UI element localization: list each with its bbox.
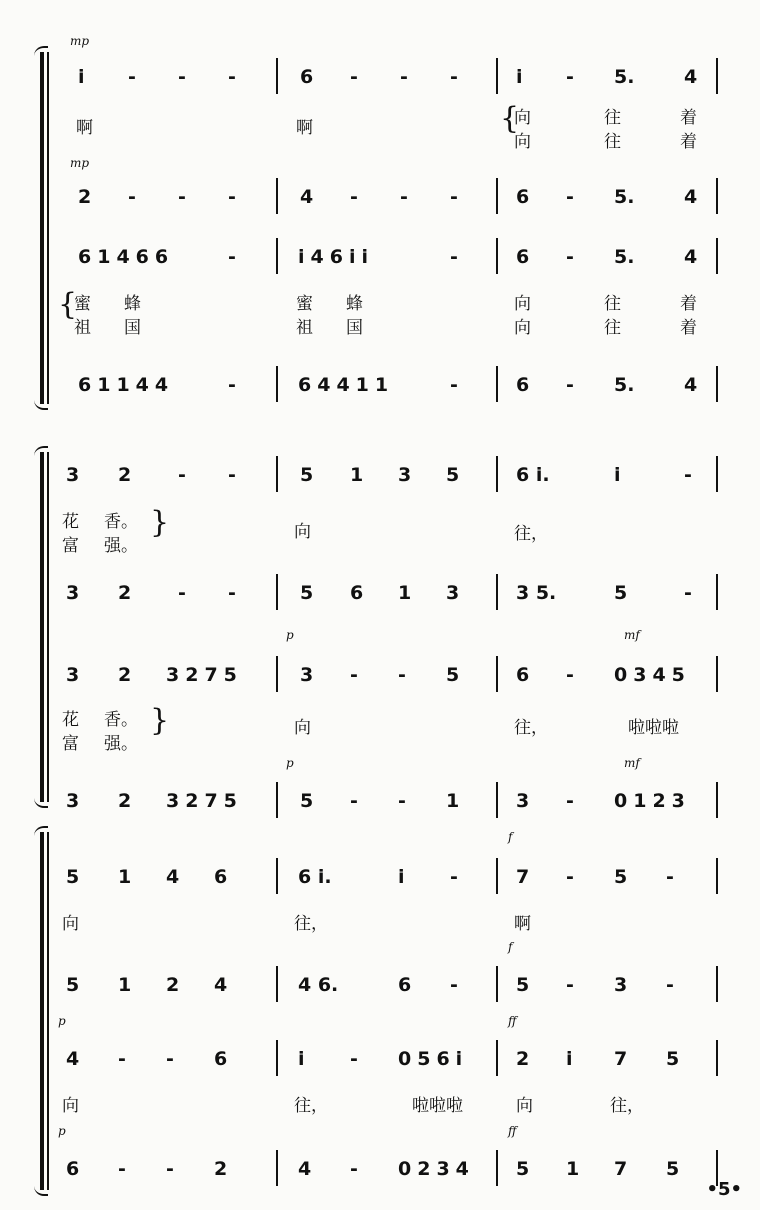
dash: -: [450, 66, 458, 88]
dynamic-mark: ff: [508, 1014, 517, 1028]
note: 2: [214, 1158, 228, 1180]
note: 7: [516, 866, 530, 888]
lyric: 向: [294, 522, 311, 542]
dash: -: [128, 186, 136, 208]
lyric: 往，: [294, 914, 328, 934]
lyric: 蜜: [296, 294, 313, 314]
lyric-brace: }: [150, 505, 170, 540]
note: 4: [684, 66, 698, 88]
system-1-bracket: [36, 52, 50, 404]
note: 2: [118, 582, 132, 604]
lyric: 向: [514, 108, 531, 128]
note: 4: [166, 866, 180, 888]
note: 1: [566, 1158, 580, 1180]
note: 5.: [614, 186, 635, 208]
note: 4: [66, 1048, 80, 1070]
lyric: 着: [680, 132, 697, 152]
note: 6: [300, 66, 314, 88]
note: 6: [516, 246, 530, 268]
note-group: 61466: [78, 246, 175, 268]
dash: -: [566, 374, 574, 396]
note-group: 64411: [298, 374, 395, 396]
lyric: 向: [514, 318, 531, 338]
barline: [496, 966, 498, 1002]
note: 5: [446, 464, 460, 486]
lyric: 花: [62, 710, 79, 730]
note: 3: [66, 582, 80, 604]
barline: [276, 456, 278, 492]
note: 3: [300, 664, 314, 686]
note: 2: [118, 464, 132, 486]
note: 6 i.: [516, 464, 550, 486]
barline: [716, 656, 718, 692]
dash: -: [166, 1048, 174, 1070]
lyric: 国: [124, 318, 141, 338]
lyric: 蜜: [74, 294, 91, 314]
dash: -: [178, 582, 186, 604]
note: 6: [516, 374, 530, 396]
note: 5.: [614, 374, 635, 396]
note: 6: [516, 186, 530, 208]
dash: -: [400, 186, 408, 208]
lyric: 往，: [294, 1096, 328, 1116]
dash: -: [450, 374, 458, 396]
barline: [276, 366, 278, 402]
dash: -: [350, 1158, 358, 1180]
note-group: 3275: [166, 664, 243, 686]
barline: [716, 456, 718, 492]
dash: -: [118, 1048, 126, 1070]
note: 2: [118, 664, 132, 686]
barline: [716, 782, 718, 818]
note: 1: [118, 866, 132, 888]
note: i: [78, 66, 85, 88]
note: 3: [516, 790, 530, 812]
note: i: [614, 464, 621, 486]
note: 3: [66, 664, 80, 686]
page-number: •5•: [706, 1179, 742, 1200]
lyric: 蜂: [124, 294, 141, 314]
dash: -: [228, 464, 236, 486]
note: 4 6.: [298, 974, 339, 996]
barline: [496, 366, 498, 402]
lyric: 啊: [296, 118, 313, 138]
dash: -: [118, 1158, 126, 1180]
dash: -: [178, 186, 186, 208]
barline: [496, 574, 498, 610]
note: 1: [118, 974, 132, 996]
barline: [496, 456, 498, 492]
barline: [716, 178, 718, 214]
lyric: 蜂: [346, 294, 363, 314]
dash: -: [450, 246, 458, 268]
system-3-bracket: [36, 832, 50, 1190]
lyric: 祖: [296, 318, 313, 338]
lyric: 啦啦啦: [628, 718, 679, 738]
note: 3: [614, 974, 628, 996]
barline: [496, 1040, 498, 1076]
lyric-brace: {: [500, 101, 520, 136]
dash: -: [166, 1158, 174, 1180]
note-group: 0234: [398, 1158, 475, 1180]
note: 3: [66, 790, 80, 812]
note: 5: [66, 866, 80, 888]
barline: [276, 1040, 278, 1076]
dash: -: [398, 790, 406, 812]
dynamic-mark: p: [58, 1014, 66, 1028]
note: 5: [614, 866, 628, 888]
note: i: [398, 866, 405, 888]
note: 6: [214, 866, 228, 888]
lyric: 着: [680, 294, 697, 314]
note: 4: [684, 374, 698, 396]
note: 5: [300, 464, 314, 486]
barline: [716, 238, 718, 274]
dash: -: [128, 66, 136, 88]
dash: -: [350, 1048, 358, 1070]
dash: -: [566, 246, 574, 268]
barline: [716, 966, 718, 1002]
lyric: 富: [62, 536, 79, 556]
dash: -: [228, 186, 236, 208]
note: 1: [446, 790, 460, 812]
barline: [276, 966, 278, 1002]
note: 5: [516, 1158, 530, 1180]
lyric: 向: [62, 1096, 79, 1116]
note: 5: [614, 582, 628, 604]
note: 5.: [614, 246, 635, 268]
note: 5: [666, 1048, 680, 1070]
lyric: 强。: [104, 734, 138, 754]
note: 5: [666, 1158, 680, 1180]
note: 1: [350, 464, 364, 486]
dash: -: [566, 66, 574, 88]
dash: -: [178, 66, 186, 88]
note: 4: [214, 974, 228, 996]
note: 5: [516, 974, 530, 996]
lyric-brace: }: [150, 703, 170, 738]
barline: [716, 858, 718, 894]
dash: -: [450, 866, 458, 888]
note: 5: [300, 790, 314, 812]
dash: -: [350, 66, 358, 88]
dash: -: [350, 664, 358, 686]
note-group: 61144: [78, 374, 175, 396]
dash: -: [450, 186, 458, 208]
lyric: 往: [604, 108, 621, 128]
lyric: 往: [604, 132, 621, 152]
lyric-brace: {: [58, 287, 78, 322]
note: 2: [118, 790, 132, 812]
note: 4: [684, 246, 698, 268]
note: 2: [516, 1048, 530, 1070]
note: 3: [66, 464, 80, 486]
note: 3 5.: [516, 582, 557, 604]
note-group: 056i: [398, 1048, 469, 1070]
lyric: 向: [62, 914, 79, 934]
lyric: 啊: [514, 914, 531, 934]
note: 5: [300, 582, 314, 604]
lyric: 往: [604, 294, 621, 314]
dash: -: [228, 246, 236, 268]
dash: -: [566, 974, 574, 996]
note: 6 i.: [298, 866, 332, 888]
system-2-bracket: [36, 452, 50, 802]
lyric: 啦啦啦: [412, 1096, 463, 1116]
lyric: 香。: [104, 512, 138, 532]
dash: -: [566, 790, 574, 812]
dynamic-mark: f: [508, 940, 513, 954]
note: 6: [350, 582, 364, 604]
barline: [716, 1040, 718, 1076]
note: 4: [684, 186, 698, 208]
dash: -: [566, 866, 574, 888]
dynamic-mark: mf: [624, 628, 640, 642]
barline: [716, 574, 718, 610]
dynamic-mark: p: [58, 1124, 66, 1138]
barline: [276, 58, 278, 94]
dash: -: [228, 582, 236, 604]
dynamic-mark: p: [286, 628, 294, 642]
barline: [496, 58, 498, 94]
note: 6: [214, 1048, 228, 1070]
dash: -: [450, 974, 458, 996]
note: 5.: [614, 66, 635, 88]
dash: -: [350, 186, 358, 208]
dynamic-mark: p: [286, 756, 294, 770]
note: 4: [300, 186, 314, 208]
barline: [276, 238, 278, 274]
dash: -: [228, 66, 236, 88]
dash: -: [684, 464, 692, 486]
lyric: 富: [62, 734, 79, 754]
note: 7: [614, 1158, 628, 1180]
lyric: 向: [514, 294, 531, 314]
lyric: 向: [294, 718, 311, 738]
barline: [496, 782, 498, 818]
lyric: 啊: [76, 118, 93, 138]
note: 1: [398, 582, 412, 604]
lyric: 着: [680, 318, 697, 338]
barline: [276, 178, 278, 214]
barline: [276, 574, 278, 610]
lyric: 向: [516, 1096, 533, 1116]
barline: [276, 1150, 278, 1186]
dash: -: [566, 186, 574, 208]
dynamic-mark: f: [508, 830, 513, 844]
note-group: 3275: [166, 790, 243, 812]
dash: -: [666, 866, 674, 888]
barline: [276, 782, 278, 818]
lyric: 花: [62, 512, 79, 532]
note: 2: [166, 974, 180, 996]
dynamic-mark: ff: [508, 1124, 517, 1138]
lyric: 向: [514, 132, 531, 152]
dash: -: [178, 464, 186, 486]
note: 5: [446, 664, 460, 686]
lyric: 着: [680, 108, 697, 128]
dynamic-mark: mf: [624, 756, 640, 770]
note: 5: [66, 974, 80, 996]
note: 3: [446, 582, 460, 604]
note: i: [516, 66, 523, 88]
lyric: 往，: [514, 718, 548, 738]
barline: [496, 178, 498, 214]
note-group: 0345: [614, 664, 691, 686]
note: i: [566, 1048, 573, 1070]
dash: -: [228, 374, 236, 396]
barline: [276, 858, 278, 894]
note-group: i46ii: [298, 246, 374, 268]
lyric: 往，: [610, 1096, 644, 1116]
barline: [496, 1150, 498, 1186]
dynamic-mark: mp: [70, 34, 90, 48]
lyric: 国: [346, 318, 363, 338]
note-group: 0123: [614, 790, 691, 812]
dynamic-mark: mp: [70, 156, 90, 170]
barline: [716, 58, 718, 94]
lyric: 强。: [104, 536, 138, 556]
note: 7: [614, 1048, 628, 1070]
barline: [716, 366, 718, 402]
lyric: 往: [604, 318, 621, 338]
dash: -: [666, 974, 674, 996]
note: 3: [398, 464, 412, 486]
dash: -: [398, 664, 406, 686]
dash: -: [566, 664, 574, 686]
note: 6: [398, 974, 412, 996]
barline: [496, 858, 498, 894]
lyric: 香。: [104, 710, 138, 730]
note: i: [298, 1048, 305, 1070]
note: 2: [78, 186, 92, 208]
lyric: 祖: [74, 318, 91, 338]
note: 6: [516, 664, 530, 686]
dash: -: [400, 66, 408, 88]
barline: [496, 656, 498, 692]
dash: -: [684, 582, 692, 604]
dash: -: [350, 790, 358, 812]
barline: [496, 238, 498, 274]
lyric: 往，: [514, 524, 548, 544]
note: 4: [298, 1158, 312, 1180]
note: 6: [66, 1158, 80, 1180]
barline: [276, 656, 278, 692]
